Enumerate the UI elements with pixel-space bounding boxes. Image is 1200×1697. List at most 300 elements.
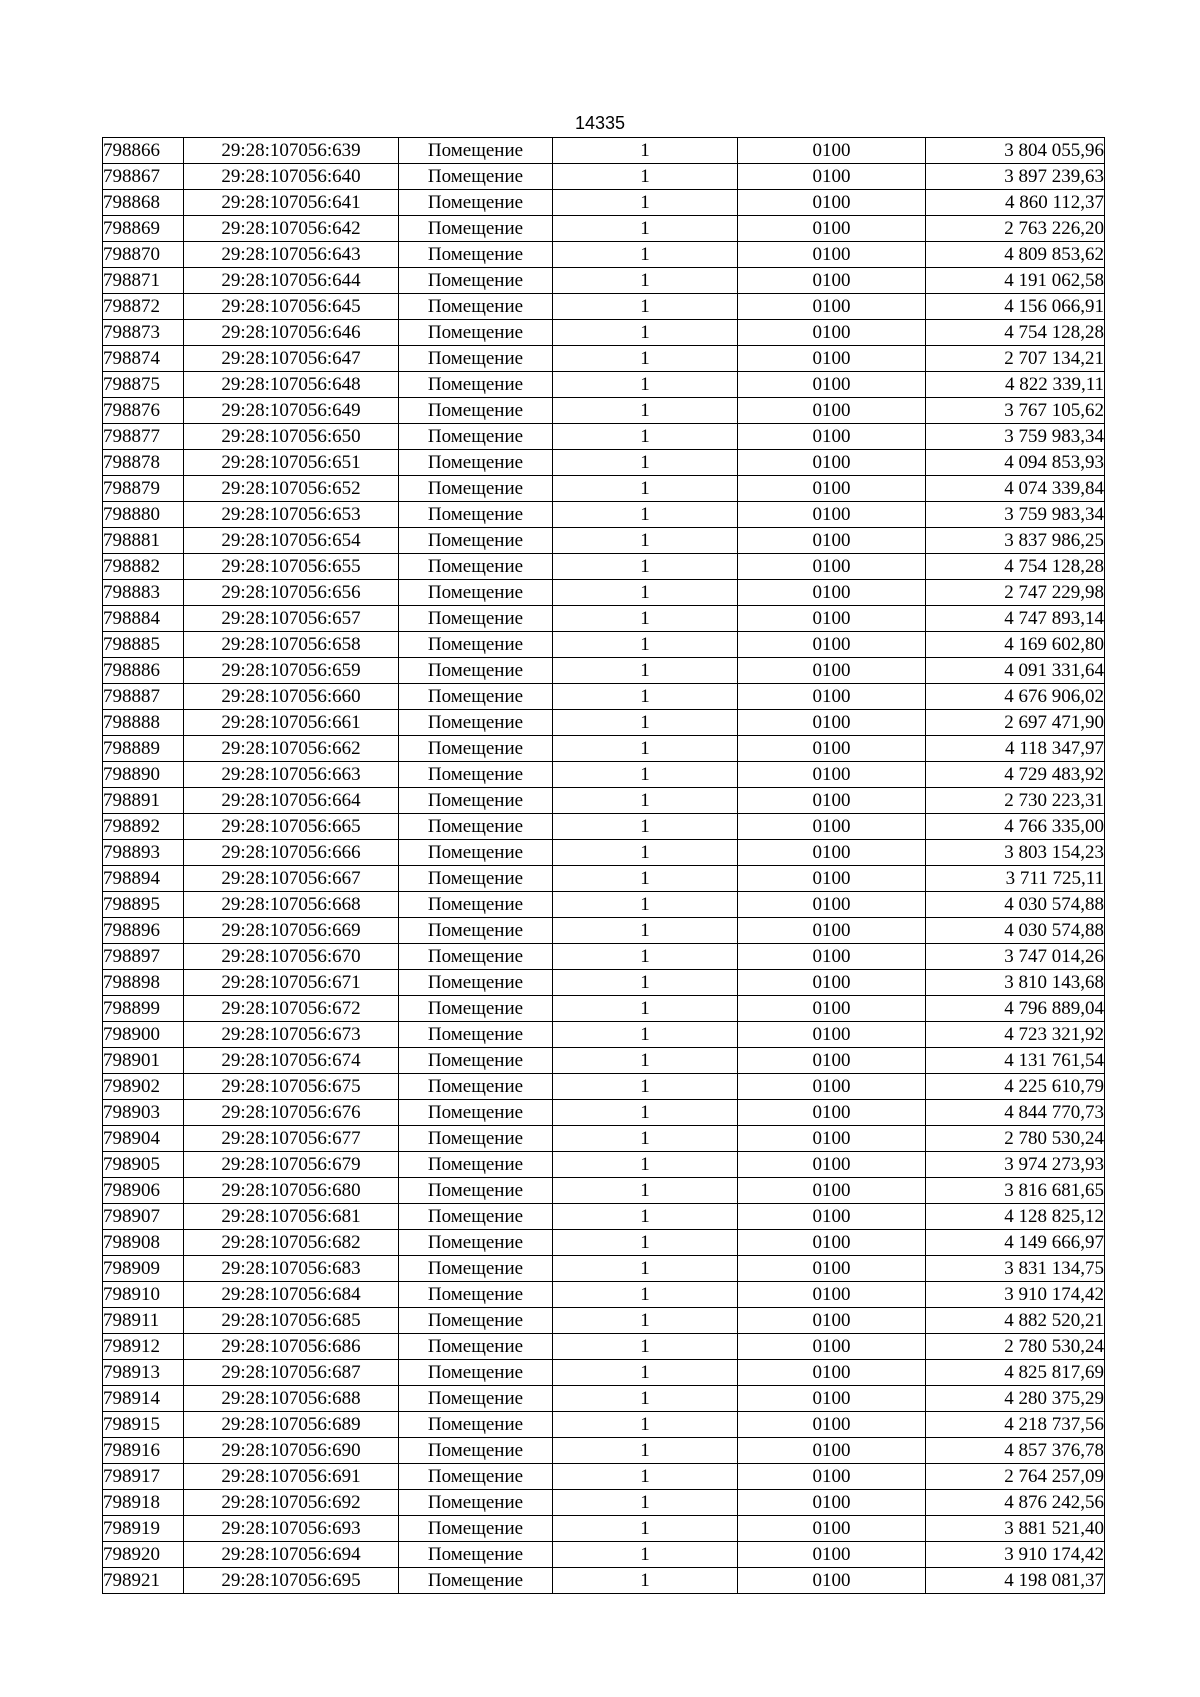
table-row bbox=[103, 164, 1105, 190]
cadastral-value-cell: 4 280 375,29 bbox=[926, 1386, 1105, 1412]
code-cell: 0100 bbox=[738, 1282, 926, 1308]
row-number-cell: 798920 bbox=[103, 1542, 184, 1568]
table-row bbox=[103, 398, 1105, 424]
table-row bbox=[103, 606, 1105, 632]
object-type-cell: Помещение bbox=[399, 580, 553, 606]
cadastral-value-cell: 2 763 226,20 bbox=[926, 216, 1105, 242]
table-row bbox=[103, 1178, 1105, 1204]
row-number-cell: 798911 bbox=[103, 1308, 184, 1334]
object-type-cell: Помещение bbox=[399, 242, 553, 268]
cadastral-value-cell: 3 897 239,63 bbox=[926, 164, 1105, 190]
object-type-cell: Помещение bbox=[399, 866, 553, 892]
quantity-cell: 1 bbox=[553, 1100, 738, 1126]
table-row bbox=[103, 1386, 1105, 1412]
cadastral-number-cell: 29:28:107056:695 bbox=[184, 1568, 399, 1594]
cadastral-number-cell: 29:28:107056:693 bbox=[184, 1516, 399, 1542]
cadastral-value-cell: 3 974 273,93 bbox=[926, 1152, 1105, 1178]
table-row bbox=[103, 1308, 1105, 1334]
row-number-cell: 798879 bbox=[103, 476, 184, 502]
quantity-cell: 1 bbox=[553, 762, 738, 788]
cadastral-value-cell: 2 730 223,31 bbox=[926, 788, 1105, 814]
object-type-cell: Помещение bbox=[399, 918, 553, 944]
row-number-cell: 798875 bbox=[103, 372, 184, 398]
row-number-cell: 798904 bbox=[103, 1126, 184, 1152]
row-number-cell: 798892 bbox=[103, 814, 184, 840]
code-cell: 0100 bbox=[738, 762, 926, 788]
cadastral-number-cell: 29:28:107056:643 bbox=[184, 242, 399, 268]
code-cell: 0100 bbox=[738, 1360, 926, 1386]
row-number-cell: 798908 bbox=[103, 1230, 184, 1256]
object-type-cell: Помещение bbox=[399, 814, 553, 840]
row-number-cell: 798870 bbox=[103, 242, 184, 268]
row-number-cell: 798901 bbox=[103, 1048, 184, 1074]
cadastral-number-cell: 29:28:107056:651 bbox=[184, 450, 399, 476]
code-cell: 0100 bbox=[738, 892, 926, 918]
table-row bbox=[103, 138, 1105, 164]
table-row bbox=[103, 1022, 1105, 1048]
object-type-cell: Помещение bbox=[399, 1412, 553, 1438]
table-row bbox=[103, 580, 1105, 606]
code-cell: 0100 bbox=[738, 1516, 926, 1542]
object-type-cell: Помещение bbox=[399, 736, 553, 762]
quantity-cell: 1 bbox=[553, 1464, 738, 1490]
row-number-cell: 798871 bbox=[103, 268, 184, 294]
cadastral-value-cell: 3 804 055,96 bbox=[926, 138, 1105, 164]
row-number-cell: 798895 bbox=[103, 892, 184, 918]
code-cell: 0100 bbox=[738, 268, 926, 294]
cadastral-value-cell: 4 857 376,78 bbox=[926, 1438, 1105, 1464]
quantity-cell: 1 bbox=[553, 1568, 738, 1594]
quantity-cell: 1 bbox=[553, 216, 738, 242]
table-row bbox=[103, 1282, 1105, 1308]
cadastral-number-cell: 29:28:107056:682 bbox=[184, 1230, 399, 1256]
row-number-cell: 798921 bbox=[103, 1568, 184, 1594]
cadastral-number-cell: 29:28:107056:653 bbox=[184, 502, 399, 528]
quantity-cell: 1 bbox=[553, 502, 738, 528]
object-type-cell: Помещение bbox=[399, 268, 553, 294]
code-cell: 0100 bbox=[738, 1230, 926, 1256]
table-row bbox=[103, 294, 1105, 320]
row-number-cell: 798917 bbox=[103, 1464, 184, 1490]
cadastral-number-cell: 29:28:107056:688 bbox=[184, 1386, 399, 1412]
table-row bbox=[103, 944, 1105, 970]
page-number: 14335 bbox=[574, 113, 626, 133]
object-type-cell: Помещение bbox=[399, 892, 553, 918]
cadastral-value-cell: 3 837 986,25 bbox=[926, 528, 1105, 554]
row-number-cell: 798916 bbox=[103, 1438, 184, 1464]
quantity-cell: 1 bbox=[553, 580, 738, 606]
object-type-cell: Помещение bbox=[399, 1438, 553, 1464]
table-row bbox=[103, 996, 1105, 1022]
quantity-cell: 1 bbox=[553, 684, 738, 710]
quantity-cell: 1 bbox=[553, 1074, 738, 1100]
row-number-cell: 798909 bbox=[103, 1256, 184, 1282]
row-number-cell: 798868 bbox=[103, 190, 184, 216]
object-type-cell: Помещение bbox=[399, 970, 553, 996]
quantity-cell: 1 bbox=[553, 1360, 738, 1386]
cadastral-number-cell: 29:28:107056:658 bbox=[184, 632, 399, 658]
table-row bbox=[103, 762, 1105, 788]
quantity-cell: 1 bbox=[553, 268, 738, 294]
cadastral-value-cell: 4 754 128,28 bbox=[926, 554, 1105, 580]
code-cell: 0100 bbox=[738, 1022, 926, 1048]
quantity-cell: 1 bbox=[553, 1204, 738, 1230]
code-cell: 0100 bbox=[738, 710, 926, 736]
registry-table bbox=[102, 137, 1105, 1594]
code-cell: 0100 bbox=[738, 1204, 926, 1230]
row-number-cell: 798912 bbox=[103, 1334, 184, 1360]
table-row bbox=[103, 346, 1105, 372]
cadastral-value-cell: 4 156 066,91 bbox=[926, 294, 1105, 320]
quantity-cell: 1 bbox=[553, 970, 738, 996]
code-cell: 0100 bbox=[738, 320, 926, 346]
object-type-cell: Помещение bbox=[399, 320, 553, 346]
cadastral-value-cell: 2 697 471,90 bbox=[926, 710, 1105, 736]
object-type-cell: Помещение bbox=[399, 1360, 553, 1386]
cadastral-value-cell: 4 825 817,69 bbox=[926, 1360, 1105, 1386]
quantity-cell: 1 bbox=[553, 138, 738, 164]
object-type-cell: Помещение bbox=[399, 164, 553, 190]
code-cell: 0100 bbox=[738, 814, 926, 840]
row-number-cell: 798898 bbox=[103, 970, 184, 996]
object-type-cell: Помещение bbox=[399, 788, 553, 814]
row-number-cell: 798883 bbox=[103, 580, 184, 606]
cadastral-number-cell: 29:28:107056:661 bbox=[184, 710, 399, 736]
code-cell: 0100 bbox=[738, 398, 926, 424]
code-cell: 0100 bbox=[738, 944, 926, 970]
cadastral-number-cell: 29:28:107056:641 bbox=[184, 190, 399, 216]
cadastral-value-cell: 4 860 112,37 bbox=[926, 190, 1105, 216]
code-cell: 0100 bbox=[738, 476, 926, 502]
quantity-cell: 1 bbox=[553, 554, 738, 580]
cadastral-value-cell: 4 723 321,92 bbox=[926, 1022, 1105, 1048]
row-number-cell: 798907 bbox=[103, 1204, 184, 1230]
quantity-cell: 1 bbox=[553, 190, 738, 216]
cadastral-number-cell: 29:28:107056:689 bbox=[184, 1412, 399, 1438]
table-row bbox=[103, 320, 1105, 346]
row-number-cell: 798894 bbox=[103, 866, 184, 892]
cadastral-value-cell: 4 754 128,28 bbox=[926, 320, 1105, 346]
cadastral-number-cell: 29:28:107056:672 bbox=[184, 996, 399, 1022]
row-number-cell: 798900 bbox=[103, 1022, 184, 1048]
cadastral-value-cell: 4 729 483,92 bbox=[926, 762, 1105, 788]
cadastral-value-cell: 4 844 770,73 bbox=[926, 1100, 1105, 1126]
quantity-cell: 1 bbox=[553, 840, 738, 866]
cadastral-value-cell: 3 810 143,68 bbox=[926, 970, 1105, 996]
quantity-cell: 1 bbox=[553, 450, 738, 476]
object-type-cell: Помещение bbox=[399, 190, 553, 216]
cadastral-number-cell: 29:28:107056:680 bbox=[184, 1178, 399, 1204]
object-type-cell: Помещение bbox=[399, 1334, 553, 1360]
table-row bbox=[103, 684, 1105, 710]
object-type-cell: Помещение bbox=[399, 1282, 553, 1308]
cadastral-value-cell: 3 910 174,42 bbox=[926, 1282, 1105, 1308]
object-type-cell: Помещение bbox=[399, 216, 553, 242]
cadastral-value-cell: 4 074 339,84 bbox=[926, 476, 1105, 502]
row-number-cell: 798882 bbox=[103, 554, 184, 580]
cadastral-number-cell: 29:28:107056:674 bbox=[184, 1048, 399, 1074]
cadastral-value-cell: 4 747 893,14 bbox=[926, 606, 1105, 632]
object-type-cell: Помещение bbox=[399, 684, 553, 710]
code-cell: 0100 bbox=[738, 1126, 926, 1152]
quantity-cell: 1 bbox=[553, 1282, 738, 1308]
row-number-cell: 798915 bbox=[103, 1412, 184, 1438]
code-cell: 0100 bbox=[738, 450, 926, 476]
object-type-cell: Помещение bbox=[399, 1386, 553, 1412]
row-number-cell: 798905 bbox=[103, 1152, 184, 1178]
cadastral-number-cell: 29:28:107056:648 bbox=[184, 372, 399, 398]
table-row bbox=[103, 970, 1105, 996]
cadastral-number-cell: 29:28:107056:667 bbox=[184, 866, 399, 892]
object-type-cell: Помещение bbox=[399, 450, 553, 476]
cadastral-number-cell: 29:28:107056:639 bbox=[184, 138, 399, 164]
object-type-cell: Помещение bbox=[399, 346, 553, 372]
row-number-cell: 798890 bbox=[103, 762, 184, 788]
cadastral-number-cell: 29:28:107056:650 bbox=[184, 424, 399, 450]
cadastral-value-cell: 4 218 737,56 bbox=[926, 1412, 1105, 1438]
cadastral-number-cell: 29:28:107056:676 bbox=[184, 1100, 399, 1126]
table-row bbox=[103, 1152, 1105, 1178]
table-row bbox=[103, 1360, 1105, 1386]
object-type-cell: Помещение bbox=[399, 996, 553, 1022]
cadastral-number-cell: 29:28:107056:679 bbox=[184, 1152, 399, 1178]
code-cell: 0100 bbox=[738, 1464, 926, 1490]
cadastral-number-cell: 29:28:107056:659 bbox=[184, 658, 399, 684]
row-number-cell: 798893 bbox=[103, 840, 184, 866]
row-number-cell: 798897 bbox=[103, 944, 184, 970]
table-row bbox=[103, 1230, 1105, 1256]
object-type-cell: Помещение bbox=[399, 762, 553, 788]
table-row bbox=[103, 788, 1105, 814]
row-number-cell: 798881 bbox=[103, 528, 184, 554]
quantity-cell: 1 bbox=[553, 996, 738, 1022]
code-cell: 0100 bbox=[738, 1334, 926, 1360]
object-type-cell: Помещение bbox=[399, 632, 553, 658]
code-cell: 0100 bbox=[738, 996, 926, 1022]
table-row bbox=[103, 632, 1105, 658]
cadastral-value-cell: 3 881 521,40 bbox=[926, 1516, 1105, 1542]
object-type-cell: Помещение bbox=[399, 554, 553, 580]
cadastral-number-cell: 29:28:107056:645 bbox=[184, 294, 399, 320]
code-cell: 0100 bbox=[738, 528, 926, 554]
cadastral-value-cell: 3 711 725,11 bbox=[926, 866, 1105, 892]
code-cell: 0100 bbox=[738, 346, 926, 372]
cadastral-number-cell: 29:28:107056:677 bbox=[184, 1126, 399, 1152]
quantity-cell: 1 bbox=[553, 1490, 738, 1516]
registry-table-body bbox=[103, 138, 1105, 1594]
object-type-cell: Помещение bbox=[399, 1230, 553, 1256]
quantity-cell: 1 bbox=[553, 814, 738, 840]
cadastral-value-cell: 3 767 105,62 bbox=[926, 398, 1105, 424]
cadastral-value-cell: 4 094 853,93 bbox=[926, 450, 1105, 476]
code-cell: 0100 bbox=[738, 1152, 926, 1178]
code-cell: 0100 bbox=[738, 1438, 926, 1464]
code-cell: 0100 bbox=[738, 580, 926, 606]
quantity-cell: 1 bbox=[553, 1022, 738, 1048]
table-row bbox=[103, 1568, 1105, 1594]
row-number-cell: 798903 bbox=[103, 1100, 184, 1126]
code-cell: 0100 bbox=[738, 372, 926, 398]
object-type-cell: Помещение bbox=[399, 658, 553, 684]
code-cell: 0100 bbox=[738, 866, 926, 892]
cadastral-value-cell: 4 169 602,80 bbox=[926, 632, 1105, 658]
quantity-cell: 1 bbox=[553, 1308, 738, 1334]
row-number-cell: 798888 bbox=[103, 710, 184, 736]
code-cell: 0100 bbox=[738, 242, 926, 268]
cadastral-number-cell: 29:28:107056:681 bbox=[184, 1204, 399, 1230]
quantity-cell: 1 bbox=[553, 320, 738, 346]
quantity-cell: 1 bbox=[553, 788, 738, 814]
code-cell: 0100 bbox=[738, 1178, 926, 1204]
cadastral-value-cell: 4 030 574,88 bbox=[926, 892, 1105, 918]
object-type-cell: Помещение bbox=[399, 1100, 553, 1126]
quantity-cell: 1 bbox=[553, 1516, 738, 1542]
quantity-cell: 1 bbox=[553, 1412, 738, 1438]
quantity-cell: 1 bbox=[553, 606, 738, 632]
code-cell: 0100 bbox=[738, 190, 926, 216]
quantity-cell: 1 bbox=[553, 242, 738, 268]
object-type-cell: Помещение bbox=[399, 1022, 553, 1048]
cadastral-number-cell: 29:28:107056:662 bbox=[184, 736, 399, 762]
row-number-cell: 798880 bbox=[103, 502, 184, 528]
table-row bbox=[103, 814, 1105, 840]
object-type-cell: Помещение bbox=[399, 372, 553, 398]
code-cell: 0100 bbox=[738, 918, 926, 944]
table-row bbox=[103, 892, 1105, 918]
cadastral-value-cell: 3 910 174,42 bbox=[926, 1542, 1105, 1568]
quantity-cell: 1 bbox=[553, 1386, 738, 1412]
row-number-cell: 798919 bbox=[103, 1516, 184, 1542]
object-type-cell: Помещение bbox=[399, 1516, 553, 1542]
table-row bbox=[103, 554, 1105, 580]
table-row bbox=[103, 1438, 1105, 1464]
cadastral-value-cell: 4 876 242,56 bbox=[926, 1490, 1105, 1516]
cadastral-number-cell: 29:28:107056:690 bbox=[184, 1438, 399, 1464]
quantity-cell: 1 bbox=[553, 528, 738, 554]
table-row bbox=[103, 1516, 1105, 1542]
table-row bbox=[103, 372, 1105, 398]
quantity-cell: 1 bbox=[553, 1256, 738, 1282]
code-cell: 0100 bbox=[738, 424, 926, 450]
row-number-cell: 798873 bbox=[103, 320, 184, 346]
object-type-cell: Помещение bbox=[399, 1256, 553, 1282]
cadastral-number-cell: 29:28:107056:669 bbox=[184, 918, 399, 944]
row-number-cell: 798913 bbox=[103, 1360, 184, 1386]
code-cell: 0100 bbox=[738, 502, 926, 528]
row-number-cell: 798886 bbox=[103, 658, 184, 684]
cadastral-number-cell: 29:28:107056:687 bbox=[184, 1360, 399, 1386]
cadastral-number-cell: 29:28:107056:640 bbox=[184, 164, 399, 190]
object-type-cell: Помещение bbox=[399, 1048, 553, 1074]
object-type-cell: Помещение bbox=[399, 502, 553, 528]
table-row bbox=[103, 476, 1105, 502]
row-number-cell: 798885 bbox=[103, 632, 184, 658]
cadastral-value-cell: 4 118 347,97 bbox=[926, 736, 1105, 762]
quantity-cell: 1 bbox=[553, 476, 738, 502]
object-type-cell: Помещение bbox=[399, 1490, 553, 1516]
table-row bbox=[103, 1490, 1105, 1516]
cadastral-value-cell: 4 030 574,88 bbox=[926, 918, 1105, 944]
row-number-cell: 798891 bbox=[103, 788, 184, 814]
table-row bbox=[103, 1542, 1105, 1568]
object-type-cell: Помещение bbox=[399, 1308, 553, 1334]
object-type-cell: Помещение bbox=[399, 944, 553, 970]
quantity-cell: 1 bbox=[553, 658, 738, 684]
table-row bbox=[103, 840, 1105, 866]
cadastral-number-cell: 29:28:107056:683 bbox=[184, 1256, 399, 1282]
table-row bbox=[103, 1334, 1105, 1360]
cadastral-number-cell: 29:28:107056:652 bbox=[184, 476, 399, 502]
code-cell: 0100 bbox=[738, 736, 926, 762]
quantity-cell: 1 bbox=[553, 710, 738, 736]
quantity-cell: 1 bbox=[553, 866, 738, 892]
object-type-cell: Помещение bbox=[399, 424, 553, 450]
code-cell: 0100 bbox=[738, 554, 926, 580]
object-type-cell: Помещение bbox=[399, 476, 553, 502]
cadastral-number-cell: 29:28:107056:644 bbox=[184, 268, 399, 294]
cadastral-value-cell: 4 149 666,97 bbox=[926, 1230, 1105, 1256]
table-row bbox=[103, 658, 1105, 684]
row-number-cell: 798876 bbox=[103, 398, 184, 424]
quantity-cell: 1 bbox=[553, 632, 738, 658]
cadastral-number-cell: 29:28:107056:646 bbox=[184, 320, 399, 346]
table-row bbox=[103, 1048, 1105, 1074]
cadastral-value-cell: 3 816 681,65 bbox=[926, 1178, 1105, 1204]
cadastral-value-cell: 2 707 134,21 bbox=[926, 346, 1105, 372]
cadastral-value-cell: 4 796 889,04 bbox=[926, 996, 1105, 1022]
cadastral-number-cell: 29:28:107056:666 bbox=[184, 840, 399, 866]
table-row bbox=[103, 736, 1105, 762]
code-cell: 0100 bbox=[738, 684, 926, 710]
object-type-cell: Помещение bbox=[399, 710, 553, 736]
row-number-cell: 798884 bbox=[103, 606, 184, 632]
code-cell: 0100 bbox=[738, 1100, 926, 1126]
quantity-cell: 1 bbox=[553, 1048, 738, 1074]
row-number-cell: 798872 bbox=[103, 294, 184, 320]
cadastral-value-cell: 4 191 062,58 bbox=[926, 268, 1105, 294]
table-row bbox=[103, 216, 1105, 242]
cadastral-number-cell: 29:28:107056:685 bbox=[184, 1308, 399, 1334]
code-cell: 0100 bbox=[738, 1074, 926, 1100]
row-number-cell: 798887 bbox=[103, 684, 184, 710]
quantity-cell: 1 bbox=[553, 164, 738, 190]
object-type-cell: Помещение bbox=[399, 606, 553, 632]
code-cell: 0100 bbox=[738, 1542, 926, 1568]
table-row bbox=[103, 1100, 1105, 1126]
row-number-cell: 798910 bbox=[103, 1282, 184, 1308]
object-type-cell: Помещение bbox=[399, 1464, 553, 1490]
cadastral-value-cell: 2 780 530,24 bbox=[926, 1334, 1105, 1360]
cadastral-value-cell: 4 091 331,64 bbox=[926, 658, 1105, 684]
table-row bbox=[103, 450, 1105, 476]
row-number-cell: 798896 bbox=[103, 918, 184, 944]
row-number-cell: 798914 bbox=[103, 1386, 184, 1412]
cadastral-number-cell: 29:28:107056:647 bbox=[184, 346, 399, 372]
table-row bbox=[103, 1464, 1105, 1490]
table-row bbox=[103, 268, 1105, 294]
cadastral-value-cell: 2 747 229,98 bbox=[926, 580, 1105, 606]
cadastral-number-cell: 29:28:107056:665 bbox=[184, 814, 399, 840]
cadastral-number-cell: 29:28:107056:684 bbox=[184, 1282, 399, 1308]
table-row bbox=[103, 710, 1105, 736]
cadastral-number-cell: 29:28:107056:673 bbox=[184, 1022, 399, 1048]
code-cell: 0100 bbox=[738, 294, 926, 320]
row-number-cell: 798918 bbox=[103, 1490, 184, 1516]
quantity-cell: 1 bbox=[553, 1438, 738, 1464]
code-cell: 0100 bbox=[738, 970, 926, 996]
cadastral-number-cell: 29:28:107056:694 bbox=[184, 1542, 399, 1568]
row-number-cell: 798874 bbox=[103, 346, 184, 372]
